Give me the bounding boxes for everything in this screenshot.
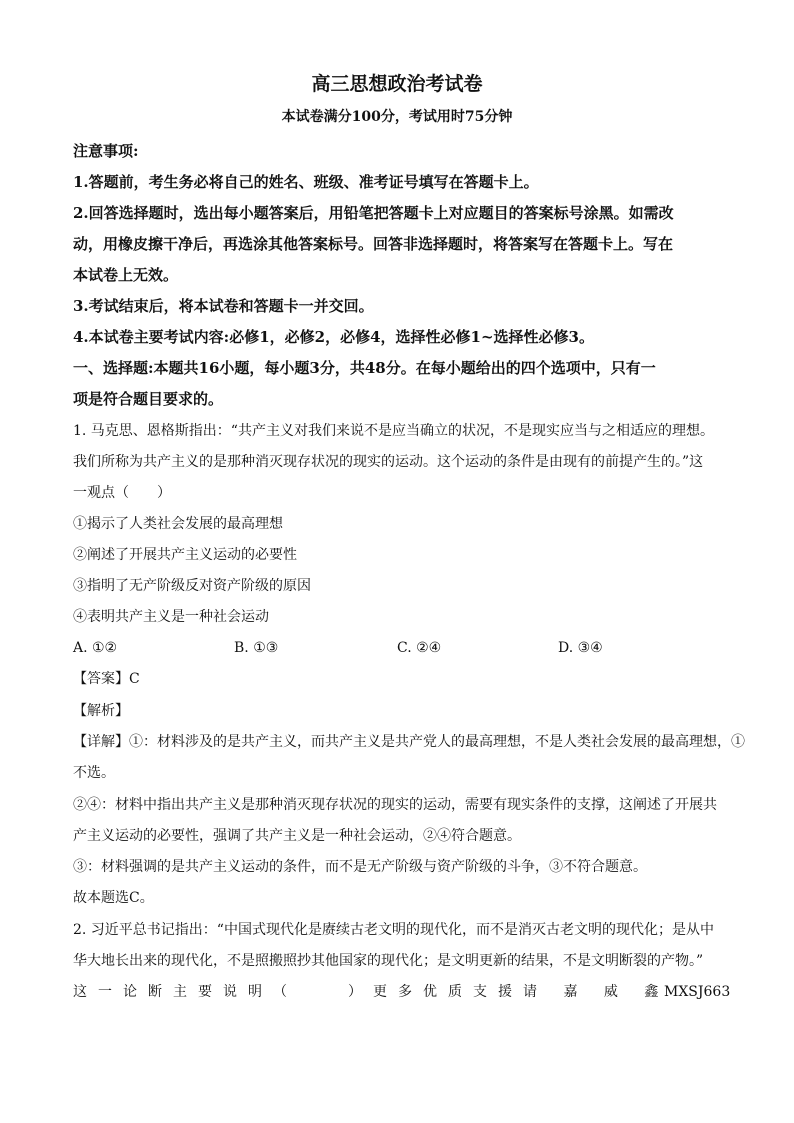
q1-statement-2: ②阐述了开展共产主义运动的必要性 xyxy=(73,547,297,563)
q1-statement-1: ①揭示了人类社会发展的最高理想 xyxy=(73,516,283,532)
note-2-line-2: 动，用橡皮擦干净后，再选涂其他答案标号。回答非选择题时，将答案写在答题卡上。写在 xyxy=(73,235,674,253)
notes-heading: 注意事项: xyxy=(73,142,139,160)
q2-stem-line-2: 华大地长出来的现代化，不是照搬照抄其他国家的现代化；是文明更新的结果，不是文明断裂的产物。” xyxy=(73,953,704,969)
note-2-line-1: 2.回答选择题时，选出每小题答案后，用铅笔把答题卡上对应题目的答案标号涂黑。如需改 xyxy=(73,204,674,222)
q1-statement-3: ③指明了无产阶级反对资产阶级的原因 xyxy=(73,578,311,594)
section-heading-line-1: 一、选择题:本题共16小题，每小题3分，共48分。在每小题给出的四个选项中，只有一 xyxy=(73,359,656,377)
q1-statement-4: ④表明共产主义是一种社会运动 xyxy=(73,609,269,625)
answer-value: C xyxy=(129,671,140,687)
q1-answer xyxy=(73,669,140,689)
detail-text: ①：材料涉及的是共产主义，而共产主义是共产党人的最高理想，不是人类社会发展的最高理想，① xyxy=(129,734,745,750)
q1-stem-line-3: 一观点（ ） xyxy=(73,485,171,501)
q2-stem-line-3: 这一论断主要说明（ ）更多优质支援请 嘉 威 鑫 xyxy=(73,984,670,1000)
q1-option-b: B. ①③ xyxy=(234,640,279,656)
q1-option-a: A. ①② xyxy=(73,640,118,656)
note-3: 3.考试结束后，将本试卷和答题卡一并交回。 xyxy=(73,297,374,315)
q1-detail-line-1 xyxy=(73,732,745,752)
q1-stem-line-2: 我们所称为共产主义的是那种消灭现存状况的现实的运动。这个运动的条件是由现有的前提产生的。”这 xyxy=(73,454,704,470)
watermark-code: MXSJ663 xyxy=(664,984,731,1000)
q1-stem-line-1: 1. 马克思、恩格斯指出：“共产主义对我们来说不是应当确立的状况，不是现实应当与之相适应的理想。 xyxy=(73,423,714,439)
page-title: 高三思想政治考试卷 xyxy=(311,73,483,95)
q2-stem-line-1: 2. 习近平总书记指出：“中国式现代化是赓续古老文明的现代化，而不是消灭古老文明的现代化；是从中 xyxy=(73,922,714,938)
note-4: 4.本试卷主要考试内容:必修1，必修2，必修4，选择性必修1~选择性必修3。 xyxy=(73,328,594,346)
detail-tag: 【详解】 xyxy=(73,734,129,750)
answer-tag: 【答案】 xyxy=(73,671,129,687)
page-subtitle: 本试卷满分100分，考试用时75分钟 xyxy=(281,109,513,125)
q1-conclusion: 故本题选C。 xyxy=(73,890,154,906)
note-2-line-3: 本试卷上无效。 xyxy=(73,266,179,284)
q1-detail-line-2: 不选。 xyxy=(73,765,115,781)
q1-detail-line-3: ②④：材料中指出共产主义是那种消灭现存状况的现实的运动，需要有现实条件的支撑，这阐述了开展共 xyxy=(73,797,717,813)
q1-detail-line-5: ③：材料强调的是共产主义运动的条件，而不是无产阶级与资产阶级的斗争，③不符合题意。 xyxy=(73,859,647,875)
q1-detail-line-4: 产主义运动的必要性，强调了共产主义是一种社会运动，②④符合题意。 xyxy=(73,828,521,844)
q1-analysis-tag: 【解析】 xyxy=(73,703,129,719)
q1-option-d: D. ③④ xyxy=(558,640,603,656)
note-1: 1.答题前，考生务必将自己的姓名、班级、准考证号填写在答题卡上。 xyxy=(73,173,539,191)
section-heading-line-2: 项是符合题目要求的。 xyxy=(73,390,224,408)
q1-option-c: C. ②④ xyxy=(397,640,442,656)
